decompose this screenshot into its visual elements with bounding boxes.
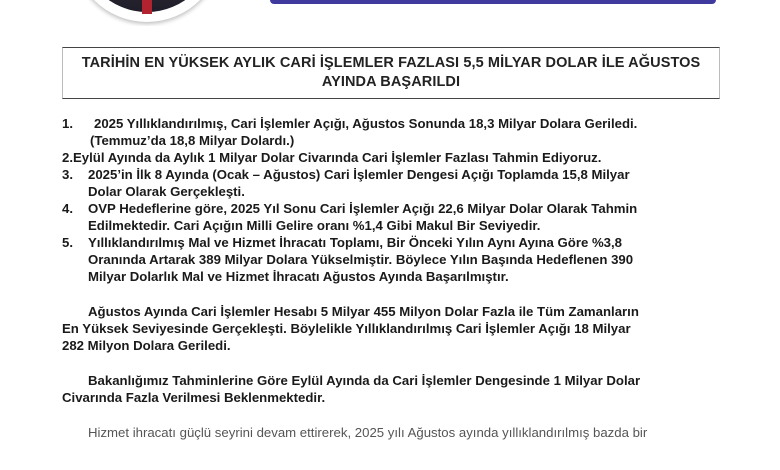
- spacer: [62, 285, 722, 303]
- list-item-5: [62, 234, 722, 285]
- portrait-tie: [142, 0, 152, 14]
- list-text: OVP Hedeflerine göre, 2025 Yıl Sonu Cari İşlemler Açığı 22,6 Milyar Dolar Olarak Tahmin Edilmektedir. Cari Açığın Milli Gelire oranı %1,4 Gibi Makul Bir Seviyedir.: [88, 201, 638, 233]
- profile-photo: [62, 0, 232, 26]
- headline-line-1: TARİHİN EN YÜKSEK AYLIK CARİ İŞLEMLER FAZLASI 5,5 MİLYAR DOLAR İLE AĞUSTOS: [81, 55, 701, 71]
- header-banner: [270, 0, 716, 4]
- list-number: 2.: [62, 150, 73, 165]
- list-text: Eylül Ayında da Aylık 1 Milyar Dolar Civarında Cari İşlemler Fazlası Tahmin Ediyoruz.: [73, 150, 602, 165]
- list-text: 2025’in İlk 8 Ayında (Ocak – Ağustos) Cari İşlemler Dengesi Açığı Toplamda 15,8 Milyar Dolar Olarak Gerçekleşti.: [88, 167, 630, 199]
- list-number: 4.: [62, 201, 73, 216]
- headline: [82, 54, 701, 92]
- list-item-3: [62, 166, 722, 200]
- paragraph-record-surplus: Ağustos Ayında Cari İşlemler Hesabı 5 Milyar 455 Milyon Dolar Fazla ile Tüm Zamanların En Yüksek Seviyesinde Gerçekleşti. Böylelikle Yıllıklandırılmış Cari İşlemler Açığı 18 Milyar 282 Milyon Dolara Geriledi.: [62, 304, 639, 353]
- list-number: 3.: [62, 167, 73, 182]
- list-text: Yıllıklandırılmış Mal ve Hizmet İhracatı Toplamı, Bir Önceki Yılın Aynı Ayına Göre %3,8 Oranında Artarak 389 Milyar Dolara Yükselmiştir. Böylece Yılın Başında Hedeflenen 390 Milyar Dolarlık Mal ve Hizmet İhracatı Ağustos Ayında Başarılmıştır.: [88, 235, 634, 284]
- list-number: 1.: [62, 116, 73, 131]
- list-item-4: [62, 200, 722, 234]
- headline-line-2: AYINDA BAŞARILDI: [321, 74, 461, 90]
- list-item-1: [62, 115, 722, 149]
- document-body: [62, 115, 722, 441]
- headline-box: [62, 47, 720, 99]
- list-text: 2025 Yıllıklandırılmış, Cari İşlemler Açığı, Ağustos Sonunda 18,3 Milyar Dolara Geriledi. (Temmuz’da 18,8 Milyar Dolardı.): [90, 116, 638, 148]
- spacer: [62, 354, 722, 372]
- list-number: 5.: [62, 235, 73, 250]
- list-item-2: [62, 149, 722, 166]
- paragraph-service-exports: Hizmet ihracatı güçlü seyrini devam ettirerek, 2025 yılı Ağustos ayında yıllıklandırılmış bazda bir: [88, 425, 648, 440]
- spacer: [62, 406, 722, 424]
- paragraph-september-forecast: Bakanlığımız Tahminlerine Göre Eylül Ayında da Cari İşlemler Dengesinde 1 Milyar Dolar Civarında Fazla Verilmesi Beklenmektedir.: [62, 373, 641, 405]
